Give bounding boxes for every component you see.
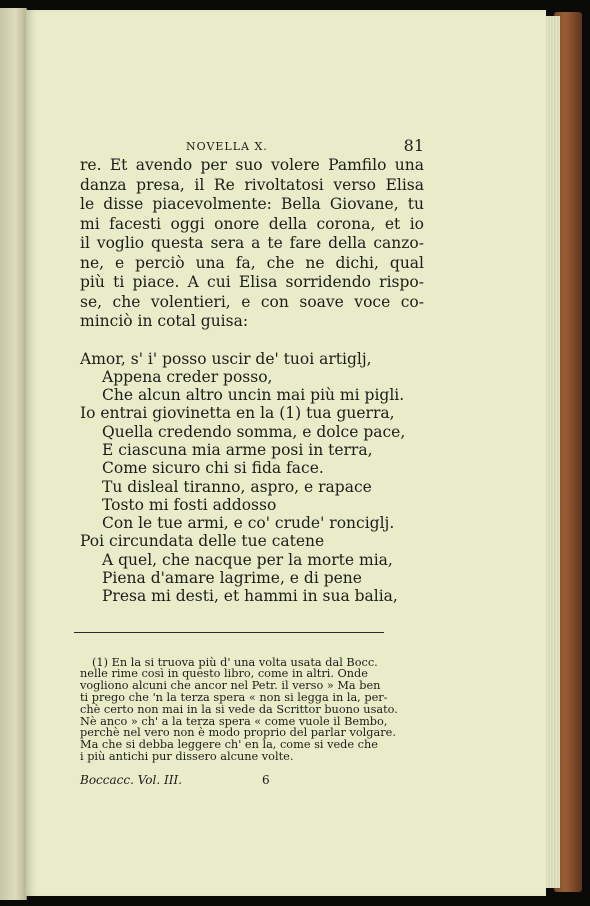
- running-title: NOVELLA X.: [186, 140, 268, 153]
- volume-label: Boccacc. Vol. III.: [80, 772, 182, 787]
- poem-line: Tosto mi fosti addosso: [102, 495, 277, 514]
- footnote-line: ti prego che 'n la terza spera « non si legga in la, per-: [80, 691, 388, 705]
- prose-line: minciò in cotal guisa:: [80, 312, 249, 330]
- poem-line: E ciascuna mia arme posi in terra,: [102, 440, 373, 459]
- prose-line: più ti piace. A cui Elisa sorridendo rispo-: [80, 273, 424, 291]
- footnote-line: i più antichi pur dissero alcune volte.: [80, 750, 294, 764]
- footnote-line: (1) En la si truova più d' una volta usata dal Bocc.: [92, 655, 378, 669]
- prose-line: le disse piacevolmente: Bella Giovane, tu: [80, 195, 424, 213]
- poem-stanza: [80, 350, 424, 606]
- footnote-line: perchè nel vero non è modo proprio del parlar volgare.: [80, 726, 396, 740]
- prose-line: danza presa, il Re rivoltatosi verso Elisa: [80, 175, 424, 194]
- poem-line: Amor, s' i' posso uscir de' tuoi artiglj,: [80, 349, 372, 368]
- poem-line: Quella credendo somma, e dolce pace,: [102, 422, 406, 441]
- signature-mark: 6: [262, 772, 270, 787]
- footnote-block: [80, 657, 424, 763]
- book-gutter: [0, 8, 27, 900]
- poem-line: A quel, che nacque per la morte mia,: [102, 550, 393, 569]
- poem-line: Presa mi desti, et hammi in sua balia,: [102, 587, 398, 606]
- footnote-line: nelle rime così in questo libro, come in altri. Onde: [80, 667, 368, 681]
- prose-line: se, che volentieri, e con soave voce co-: [80, 292, 424, 311]
- page-content: [80, 134, 424, 793]
- poem-line: Tu disleal tiranno, aspro, e rapace: [102, 477, 372, 496]
- footnote-line: chè certo non mai in la si vede da Scrittor buono usato.: [80, 702, 398, 716]
- poem-line: Io entrai giovinetta en la (1) tua guerra,: [80, 404, 395, 423]
- prose-line: re. Et avendo per suo volere Pamfilo una: [80, 156, 424, 174]
- prose-paragraph: [80, 156, 424, 332]
- prose-line: ne, e perciò una fa, che ne dichi, qual: [80, 253, 424, 272]
- poem-line: Come sicuro chi si fida face.: [102, 459, 324, 478]
- footnote-line: vogliono alcuni che ancor nel Petr. il verso » Ma ben: [80, 679, 381, 693]
- book-page: [26, 10, 546, 896]
- poem-line: Poi circundata delle tue catene: [80, 532, 325, 551]
- footnote-line: Nè anco » ch' a la terza spera « come vuole il Bembo,: [80, 714, 388, 728]
- page-number: 81: [403, 136, 424, 155]
- prose-line: il voglio questa sera a te fare della canzo-: [80, 234, 424, 252]
- prose-line: mi facesti oggi onore della corona, et io: [80, 214, 424, 233]
- poem-line: Che alcun altro uncin mai più mi pigli.: [102, 386, 405, 405]
- poem-line: Appena creder posso,: [102, 367, 273, 386]
- poem-line: Con le tue armi, e co' crude' ronciglj.: [102, 514, 395, 533]
- footnote-line: Ma che si debba leggere ch' en la, come si vede che: [80, 738, 378, 752]
- page-footer: [80, 773, 424, 793]
- poem-line: Piena d'amare lagrime, e di pene: [102, 569, 362, 588]
- running-header: [80, 134, 424, 156]
- footnote-divider: [74, 632, 384, 633]
